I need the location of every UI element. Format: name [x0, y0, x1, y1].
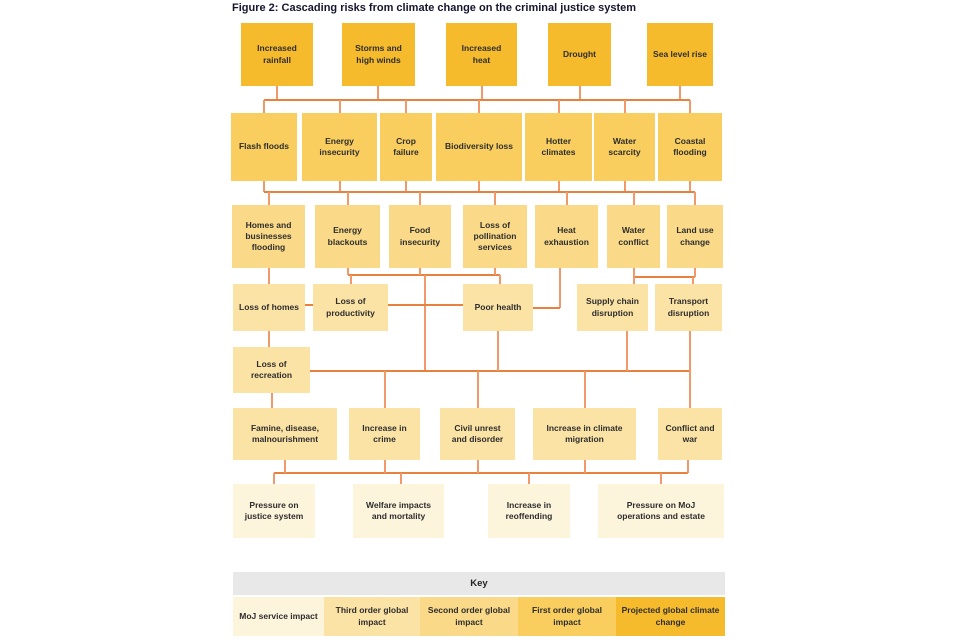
connector-line	[533, 307, 560, 309]
node-energy-insecurity: Energy insecurity	[302, 113, 377, 181]
connector-line	[264, 99, 690, 101]
connector-line	[424, 275, 426, 371]
connector-line	[284, 460, 286, 473]
node-increased-rainfall: Increased rainfall	[241, 23, 313, 86]
node-increase-in-climate-migration: Increase in climate migration	[533, 408, 636, 460]
key-item-third: Third order global impact	[324, 597, 420, 636]
node-famine-disease-malnourishment: Famine, disease, malnourishment	[233, 408, 337, 460]
node-drought: Drought	[548, 23, 611, 86]
connector-line	[689, 371, 691, 408]
key-item-first: First order global impact	[518, 597, 616, 636]
connector-line	[694, 192, 696, 205]
node-land-use-change: Land use change	[667, 205, 723, 268]
key-title: Key	[470, 578, 488, 589]
connector-line	[405, 100, 407, 113]
node-pressure-on-justice-system: Pressure on justice system	[233, 484, 315, 538]
node-loss-of-pollination-services: Loss of pollination services	[463, 205, 527, 268]
node-water-conflict: Water conflict	[607, 205, 660, 268]
connector-line	[566, 192, 568, 205]
node-conflict-and-war: Conflict and war	[658, 408, 722, 460]
connector-line	[689, 100, 691, 113]
connector-line	[310, 370, 690, 372]
connector-line	[584, 460, 586, 473]
node-civil-unrest-and-disorder: Civil unrest and disorder	[440, 408, 515, 460]
connector-line	[624, 100, 626, 113]
node-crop-failure: Crop failure	[380, 113, 432, 181]
connector-line	[694, 268, 696, 277]
connector-line	[689, 331, 691, 371]
connector-line	[626, 331, 628, 371]
connector-line	[274, 472, 688, 474]
connector-line	[377, 86, 379, 100]
figure-title: Figure 2: Cascading risks from climate change on the criminal justice system	[232, 2, 637, 14]
key-item-second: Second order global impact	[420, 597, 518, 636]
connector-line	[499, 275, 501, 284]
connector-line	[305, 304, 313, 306]
connector-line	[477, 460, 479, 473]
node-increase-in-crime: Increase in crime	[349, 408, 420, 460]
connector-line	[268, 268, 270, 284]
connector-line	[268, 192, 270, 205]
node-loss-of-productivity: Loss of productivity	[313, 284, 388, 331]
connector-line	[584, 371, 586, 408]
connector-line	[633, 268, 635, 277]
node-energy-blackouts: Energy blackouts	[315, 205, 380, 268]
connector-line	[388, 304, 463, 306]
connector-line	[633, 192, 635, 205]
node-increase-in-reoffending: Increase in reoffending	[488, 484, 570, 538]
connector-line	[558, 100, 560, 113]
connector-line	[264, 191, 695, 193]
node-loss-of-homes: Loss of homes	[233, 284, 305, 331]
connector-line	[478, 100, 480, 113]
connector-line	[271, 393, 273, 408]
key-item-projected: Projected global climate change	[616, 597, 725, 636]
connector-line	[263, 100, 265, 113]
connector-line	[497, 331, 499, 371]
connector-line	[692, 277, 694, 284]
node-heat-exhaustion: Heat exhaustion	[535, 205, 598, 268]
node-biodiversity-loss: Biodiversity loss	[436, 113, 522, 181]
connector-line	[481, 86, 483, 100]
node-poor-health: Poor health	[463, 284, 533, 331]
connector-line	[679, 86, 681, 100]
connector-line	[273, 473, 275, 484]
node-water-scarcity: Water scarcity	[594, 113, 655, 181]
key-title-bar	[233, 572, 725, 595]
connector-line	[350, 275, 352, 284]
connector-line	[687, 460, 689, 473]
connector-line	[276, 86, 278, 100]
node-homes-and-businesses-flooding: Homes and businesses flooding	[232, 205, 305, 268]
connector-line	[419, 192, 421, 205]
connector-line	[347, 268, 349, 275]
node-supply-chain-disruption: Supply chain disruption	[577, 284, 648, 331]
node-loss-of-recreation: Loss of recreation	[233, 347, 310, 393]
connector-line	[268, 331, 270, 347]
connector-line	[528, 473, 530, 484]
node-hotter-climates: Hotter climates	[525, 113, 592, 181]
connector-line	[660, 473, 662, 484]
connector-line	[384, 371, 386, 408]
connector-line	[559, 268, 561, 308]
connector-line	[634, 276, 695, 278]
node-coastal-flooding: Coastal flooding	[658, 113, 722, 181]
connector-line	[579, 86, 581, 100]
connector-line	[477, 371, 479, 408]
node-welfare-impacts-and-mortality: Welfare impacts and mortality	[353, 484, 444, 538]
node-storms-and-high-winds: Storms and high winds	[342, 23, 415, 86]
connector-line	[384, 460, 386, 473]
connector-line	[339, 100, 341, 113]
connector-line	[400, 473, 402, 484]
node-increased-heat: Increased heat	[446, 23, 517, 86]
connector-line	[494, 192, 496, 205]
node-flash-floods: Flash floods	[231, 113, 297, 181]
connector-line	[419, 268, 421, 275]
node-transport-disruption: Transport disruption	[655, 284, 722, 331]
node-food-insecurity: Food insecurity	[389, 205, 451, 268]
connector-line	[347, 192, 349, 205]
node-pressure-on-moj-operations-and-estate: Pressure on MoJ operations and estate	[598, 484, 724, 538]
node-sea-level-rise: Sea level rise	[647, 23, 713, 86]
connector-line	[494, 268, 496, 275]
connector-line	[633, 277, 635, 284]
key-item-moj: MoJ service impact	[233, 597, 324, 636]
